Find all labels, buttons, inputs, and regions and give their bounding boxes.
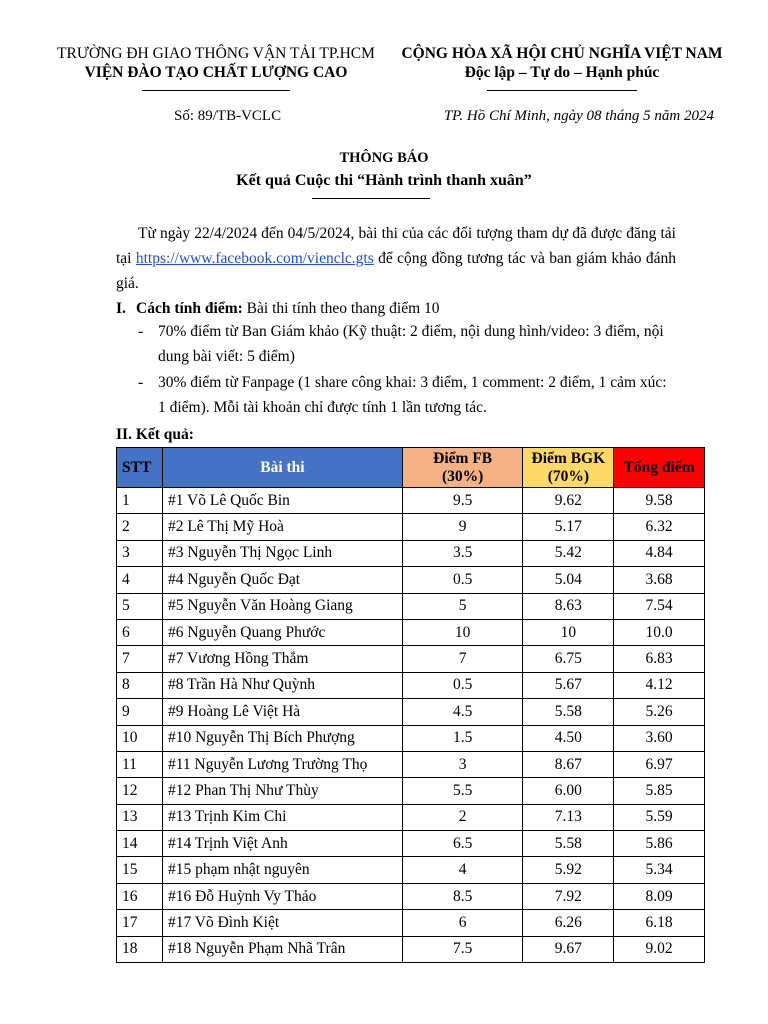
university-name: TRƯỜNG ĐH GIAO THÔNG VẬN TẢI TP.HCM: [57, 45, 375, 62]
row-stt: 17: [117, 910, 163, 936]
table-row: [117, 646, 705, 672]
table-row: [117, 540, 705, 566]
table-row: [117, 619, 705, 645]
row-fb-score: 6.5: [402, 831, 523, 857]
row-entry-name: #5 Nguyễn Văn Hoàng Giang: [162, 593, 402, 619]
row-fb-score: 0.5: [402, 567, 523, 593]
row-jury-score: 5.04: [523, 567, 614, 593]
row-total-score: 4.84: [614, 540, 705, 566]
row-stt: 3: [117, 540, 163, 566]
row-total-score: 5.59: [614, 804, 705, 830]
row-stt: 8: [117, 672, 163, 698]
header-fb-label: Điểm FB: [433, 449, 493, 467]
section-1-description: Bài thi tính theo thang điểm 10: [242, 300, 440, 317]
row-fb-score: 9.5: [402, 488, 523, 514]
table-row: [117, 699, 705, 725]
header-jury-weight: (70%): [547, 467, 590, 485]
row-total-score: 5.34: [614, 857, 705, 883]
row-entry-name: #17 Võ Đình Kiệt: [162, 910, 402, 936]
row-entry-name: #12 Phan Thị Như Thùy: [162, 778, 402, 804]
header-left-rule: [142, 90, 290, 91]
header-fb-score: [402, 448, 523, 488]
table-row: [117, 936, 705, 962]
row-total-score: 6.18: [614, 910, 705, 936]
institute-name: VIỆN ĐÀO TẠO CHẤT LƯỢNG CAO: [84, 64, 348, 81]
row-entry-name: #1 Võ Lê Quốc Bin: [162, 488, 402, 514]
row-total-score: 10.0: [614, 619, 705, 645]
row-stt: 13: [117, 804, 163, 830]
row-fb-score: 3: [402, 751, 523, 777]
row-stt: 18: [117, 936, 163, 962]
table-row: [117, 857, 705, 883]
national-motto: Độc lập – Tự do – Hạnh phúc: [464, 64, 660, 81]
intro-text-after: để cộng đồng tương tác và ban giám khảo đánh giá.: [116, 250, 676, 292]
row-jury-score: 8.67: [523, 751, 614, 777]
row-jury-score: 5.58: [523, 831, 614, 857]
row-entry-name: #2 Lê Thị Mỹ Hoà: [162, 514, 402, 540]
row-total-score: 8.09: [614, 883, 705, 909]
national-title: CỘNG HÒA XÃ HỘI CHỦ NGHĨA VIỆT NAM: [401, 45, 723, 62]
row-total-score: 3.68: [614, 567, 705, 593]
header-jury-label: Điểm BGK: [531, 449, 606, 467]
row-jury-score: 7.92: [523, 883, 614, 909]
section-scoring: [116, 298, 440, 320]
row-jury-score: 5.58: [523, 699, 614, 725]
table-row: [117, 883, 705, 909]
row-stt: 1: [117, 488, 163, 514]
bullet-dash: -: [138, 323, 144, 340]
institution-header: [40, 44, 392, 91]
row-jury-score: 10: [523, 619, 614, 645]
row-total-score: 9.58: [614, 488, 705, 514]
row-total-score: 5.26: [614, 699, 705, 725]
row-entry-name: #18 Nguyễn Phạm Nhã Trân: [162, 936, 402, 962]
row-jury-score: 7.13: [523, 804, 614, 830]
table-row: [117, 593, 705, 619]
row-jury-score: 5.17: [523, 514, 614, 540]
row-stt: 7: [117, 646, 163, 672]
row-fb-score: 8.5: [402, 883, 523, 909]
table-row: [117, 567, 705, 593]
row-stt: 9: [117, 699, 163, 725]
row-total-score: 6.83: [614, 646, 705, 672]
national-header: [392, 44, 732, 91]
section-results-heading: II. Kết quả:: [116, 426, 194, 443]
row-fb-score: 4: [402, 857, 523, 883]
results-table: [116, 447, 705, 963]
row-entry-name: #7 Vương Hồng Thắm: [162, 646, 402, 672]
row-fb-score: 5: [402, 593, 523, 619]
bullet-text: 30% điểm từ Fanpage (1 share công khai: 3 điểm, 1 comment: 2 điểm, 1 cảm xúc: 1 điểm). Mỗi tài khoản chỉ được tính 1 lần tương tác.: [158, 374, 667, 416]
table-row: [117, 488, 705, 514]
document-number: Số: 89/TB-VCLC: [174, 108, 282, 124]
row-stt: 12: [117, 778, 163, 804]
row-total-score: 6.32: [614, 514, 705, 540]
row-stt: 4: [117, 567, 163, 593]
intro-paragraph: [116, 221, 676, 296]
row-total-score: 6.97: [614, 751, 705, 777]
row-jury-score: 9.67: [523, 936, 614, 962]
row-stt: 6: [117, 619, 163, 645]
row-jury-score: 5.42: [523, 540, 614, 566]
row-fb-score: 6: [402, 910, 523, 936]
row-stt: 2: [117, 514, 163, 540]
table-row: [117, 514, 705, 540]
row-entry-name: #8 Trần Hà Như Quỳnh: [162, 672, 402, 698]
notice-subtitle: Kết quả Cuộc thi “Hành trình thanh xuân”: [236, 172, 532, 189]
row-total-score: 4.12: [614, 672, 705, 698]
row-jury-score: 6.00: [523, 778, 614, 804]
row-total-score: 3.60: [614, 725, 705, 751]
table-row: [117, 672, 705, 698]
row-entry-name: #11 Nguyễn Lương Trường Thọ: [162, 751, 402, 777]
header-jury-score: [523, 448, 614, 488]
row-total-score: 7.54: [614, 593, 705, 619]
row-entry-name: #3 Nguyễn Thị Ngọc Linh: [162, 540, 402, 566]
bullet-dash: -: [138, 374, 144, 391]
row-fb-score: 7.5: [402, 936, 523, 962]
table-row: [117, 831, 705, 857]
header-stt: STT: [117, 448, 163, 488]
row-entry-name: #14 Trịnh Việt Anh: [162, 831, 402, 857]
row-entry-name: #9 Hoàng Lê Việt Hà: [162, 699, 402, 725]
table-row: [117, 804, 705, 830]
row-jury-score: 5.67: [523, 672, 614, 698]
row-fb-score: 3.5: [402, 540, 523, 566]
header-total-score: Tổng điểm: [614, 448, 705, 488]
row-fb-score: 7: [402, 646, 523, 672]
header-entry: Bài thi: [162, 448, 402, 488]
row-fb-score: 9: [402, 514, 523, 540]
row-fb-score: 4.5: [402, 699, 523, 725]
row-entry-name: #16 Đỗ Huỳnh Vy Thảo: [162, 883, 402, 909]
table-row: [117, 725, 705, 751]
row-total-score: 9.02: [614, 936, 705, 962]
row-total-score: 5.86: [614, 831, 705, 857]
bullet-text: 70% điểm từ Ban Giám khảo (Kỹ thuật: 2 điểm, nội dung hình/video: 3 điểm, nội dung bài viết: 5 điểm): [158, 323, 664, 365]
scoring-bullet-judges: [138, 319, 678, 369]
row-fb-score: 10: [402, 619, 523, 645]
table-row: [117, 778, 705, 804]
row-fb-score: 5.5: [402, 778, 523, 804]
row-entry-name: #15 phạm nhật nguyên: [162, 857, 402, 883]
header-fb-weight: (30%): [442, 467, 484, 485]
notice-title: THÔNG BÁO: [339, 150, 429, 166]
results-table-body: [117, 488, 705, 963]
document-date: TP. Hồ Chí Minh, ngày 08 tháng 5 năm 2024: [443, 108, 714, 124]
facebook-link[interactable]: https://www.facebook.com/vienclc.gts: [135, 250, 374, 267]
row-stt: 14: [117, 831, 163, 857]
row-entry-name: #10 Nguyễn Thị Bích Phượng: [162, 725, 402, 751]
row-entry-name: #6 Nguyễn Quang Phước: [162, 619, 402, 645]
row-jury-score: 5.92: [523, 857, 614, 883]
row-entry-name: #13 Trịnh Kim Chi: [162, 804, 402, 830]
section-1-number: I.: [116, 300, 126, 317]
row-jury-score: 8.63: [523, 593, 614, 619]
row-stt: 11: [117, 751, 163, 777]
table-row: [117, 751, 705, 777]
scoring-bullet-fanpage: [138, 370, 678, 420]
row-jury-score: 6.75: [523, 646, 614, 672]
row-fb-score: 2: [402, 804, 523, 830]
row-total-score: 5.85: [614, 778, 705, 804]
row-fb-score: 1.5: [402, 725, 523, 751]
row-stt: 16: [117, 883, 163, 909]
section-1-heading: Cách tính điểm:: [136, 300, 243, 317]
header-right-rule: [487, 90, 637, 91]
title-rule: [312, 198, 430, 199]
row-jury-score: 6.26: [523, 910, 614, 936]
intro-text-before: Từ ngày 22/4/2024 đến 04/5/2024, bài thi của các đối tượng tham dự đã được đăng tải tại: [116, 225, 676, 267]
row-stt: 15: [117, 857, 163, 883]
row-entry-name: #4 Nguyễn Quốc Đạt: [162, 567, 402, 593]
row-stt: 10: [117, 725, 163, 751]
table-row: [117, 910, 705, 936]
row-stt: 5: [117, 593, 163, 619]
row-fb-score: 0.5: [402, 672, 523, 698]
results-table-header: [117, 448, 705, 488]
row-jury-score: 4.50: [523, 725, 614, 751]
row-jury-score: 9.62: [523, 488, 614, 514]
